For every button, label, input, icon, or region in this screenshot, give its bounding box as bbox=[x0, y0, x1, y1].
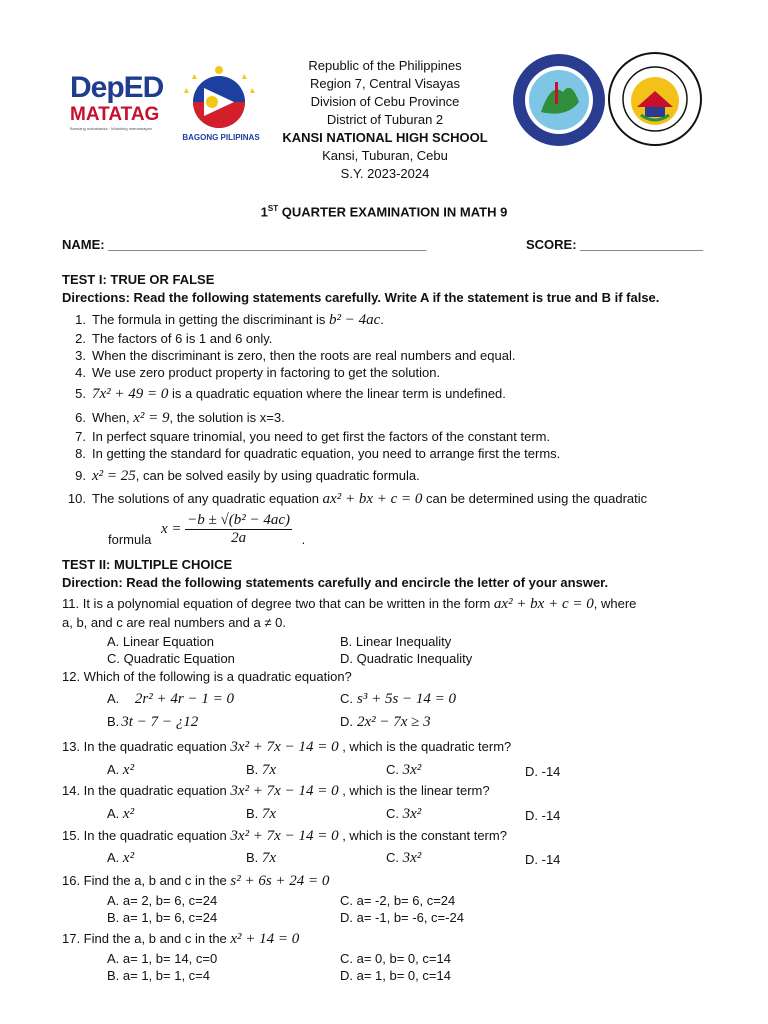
question-math: 3x² + 7x − 14 = 0 bbox=[230, 739, 339, 755]
q11-option-d[interactable]: D. Quadratic Inequality bbox=[340, 651, 473, 666]
item-number: 3. bbox=[75, 348, 86, 363]
option-math: 7x bbox=[261, 850, 277, 866]
question-math: 3x² + 7x − 14 = 0 bbox=[230, 828, 339, 844]
option-math: x² bbox=[122, 762, 135, 778]
item-text: When the discriminant is zero, then the roots are real numbers and equal. bbox=[92, 348, 516, 363]
item-math: 7x² + 49 = 0 bbox=[92, 386, 169, 402]
mc-question-11-line2: a, b, and c are real numbers and a ≠ 0. bbox=[62, 615, 286, 630]
quadratic-formula bbox=[108, 510, 305, 547]
deped-logo-text: DepED bbox=[70, 71, 164, 104]
tf-item-5 bbox=[62, 385, 506, 403]
school-header bbox=[250, 57, 520, 183]
q17-option-d[interactable]: D. a= 1, b= 0, c=14 bbox=[340, 968, 451, 983]
q11-option-a[interactable]: A. Linear Equation bbox=[107, 634, 214, 649]
formula-denominator: 2a bbox=[231, 530, 247, 546]
mc-question-12: 12. Which of the following is a quadratic equation? bbox=[62, 669, 352, 684]
mc-question-11 bbox=[62, 595, 636, 613]
item-text-end: can be determined using the quadratic bbox=[422, 491, 648, 506]
deped-tagline: Bansang makabansa · Mabuting mamamayan bbox=[70, 126, 152, 131]
q17-option-a[interactable]: A. a= 1, b= 14, c=0 bbox=[107, 951, 218, 966]
item-text: is a quadratic equation where the linear term is undefined. bbox=[168, 386, 506, 401]
division-seal-icon bbox=[511, 52, 607, 148]
tf-item-8 bbox=[62, 445, 560, 462]
item-math: x² = 9 bbox=[133, 410, 170, 426]
q14-option-d[interactable]: D. -14 bbox=[525, 808, 561, 823]
option-math: x² bbox=[122, 850, 135, 866]
division-seal bbox=[511, 52, 607, 148]
option-math: x² bbox=[122, 806, 135, 822]
exam-title-number: 1 bbox=[260, 204, 268, 220]
name-field[interactable]: NAME: ____________________________________________ bbox=[62, 237, 427, 252]
question-math: ax² + bx + c = 0 bbox=[493, 596, 594, 612]
option-math: 2x² − 7x ≥ 3 bbox=[357, 714, 431, 730]
q12-option-d[interactable] bbox=[340, 713, 431, 731]
tf-item-9 bbox=[62, 467, 420, 485]
header-school-name: KANSI NATIONAL HIGH SCHOOL bbox=[282, 130, 488, 145]
item-math: ax² + bx + c = 0 bbox=[322, 491, 423, 507]
q14-option-b[interactable] bbox=[246, 805, 276, 823]
mc-question-13 bbox=[62, 738, 511, 756]
option-math: 3x² bbox=[402, 850, 422, 866]
exam-title-superscript: ST bbox=[267, 204, 279, 213]
mc-question-15 bbox=[62, 827, 507, 845]
tf-item-10 bbox=[62, 490, 647, 508]
question-text-end: , where bbox=[593, 596, 637, 611]
question-math: s² + 6s + 24 = 0 bbox=[230, 873, 330, 889]
item-text-end: . bbox=[380, 312, 384, 327]
bagong-pilipinas-text: BAGONG PILIPINAS bbox=[182, 133, 260, 142]
option-letter: A. bbox=[107, 850, 120, 865]
option-math: 7x bbox=[261, 806, 277, 822]
item-number: 6. bbox=[75, 410, 86, 425]
header-address: Kansi, Tuburan, Cebu bbox=[322, 148, 448, 163]
item-text: , can be solved easily by using quadratic formula. bbox=[135, 468, 420, 483]
question-text: 11. It is a polynomial equation of degree two that can be written in the form bbox=[62, 596, 494, 611]
option-math: 2r² + 4r − 1 = 0 bbox=[134, 691, 234, 707]
q13-option-d[interactable]: D. -14 bbox=[525, 764, 561, 779]
option-math: 3x² bbox=[402, 806, 422, 822]
item-text: The solutions of any quadratic equation bbox=[92, 491, 323, 506]
tf-item-4 bbox=[62, 364, 440, 381]
mc-question-16 bbox=[62, 872, 329, 890]
item-math: x² = 25 bbox=[92, 468, 136, 484]
item-number: 2. bbox=[75, 331, 86, 346]
option-letter: C. bbox=[340, 691, 353, 706]
formula-end: . bbox=[301, 532, 306, 547]
q13-option-b[interactable] bbox=[246, 761, 276, 779]
question-text: 17. Find the a, b and c in the bbox=[62, 931, 231, 946]
item-number: 1. bbox=[75, 312, 86, 327]
test2-title: TEST II: MULTIPLE CHOICE bbox=[62, 557, 233, 572]
q15-option-a[interactable] bbox=[107, 849, 134, 867]
item-number: 8. bbox=[75, 446, 86, 461]
option-math: 3x² bbox=[402, 762, 422, 778]
question-text: 13. In the quadratic equation bbox=[62, 739, 231, 754]
q14-option-c[interactable] bbox=[386, 805, 421, 823]
deped-logo bbox=[70, 72, 170, 152]
formula-numerator: −b ± √(b² − 4ac) bbox=[187, 512, 290, 528]
item-text: The factors of 6 is 1 and 6 only. bbox=[92, 331, 273, 346]
q17-option-b[interactable]: B. a= 1, b= 1, c=4 bbox=[107, 968, 210, 983]
q11-option-b[interactable]: B. Linear Inequality bbox=[340, 634, 452, 649]
option-math: s³ + 5s − 14 = 0 bbox=[357, 691, 457, 707]
mc-question-17 bbox=[62, 930, 299, 948]
q11-option-c[interactable]: C. Quadratic Equation bbox=[107, 651, 235, 666]
q17-option-c[interactable]: C. a= 0, b= 0, c=14 bbox=[340, 951, 451, 966]
q15-option-d[interactable]: D. -14 bbox=[525, 852, 561, 867]
exam-title bbox=[0, 200, 768, 220]
option-letter: B. bbox=[246, 850, 259, 865]
exam-title-text: QUARTER EXAMINATION IN MATH 9 bbox=[278, 204, 508, 220]
test1-title: TEST I: TRUE OR FALSE bbox=[62, 272, 215, 287]
question-text: 16. Find the a, b and c in the bbox=[62, 873, 231, 888]
score-field[interactable]: SCORE: _________________ bbox=[526, 237, 704, 252]
option-letter: C. bbox=[386, 806, 399, 821]
item-math: b² − 4ac bbox=[329, 312, 381, 328]
tf-item-1 bbox=[62, 311, 384, 329]
matatag-logo-text: MATATAG bbox=[70, 104, 160, 125]
item-number: 4. bbox=[75, 365, 86, 380]
header-district: District of Tuburan 2 bbox=[326, 112, 444, 127]
q15-option-b[interactable] bbox=[246, 849, 276, 867]
question-math: x² + 14 = 0 bbox=[230, 931, 300, 947]
item-number: 7. bbox=[75, 429, 86, 444]
header-republic: Republic of the Philippines bbox=[308, 58, 462, 73]
formula-lhs: x = bbox=[160, 521, 182, 537]
item-text: We use zero product property in factoring to get the solution. bbox=[92, 365, 441, 380]
option-math: 3t − 7 − ¿12 bbox=[121, 714, 199, 730]
q13-option-c[interactable] bbox=[386, 761, 421, 779]
q16-option-a[interactable]: A. a= 2, b= 6, c=24 bbox=[107, 893, 218, 908]
tf-item-2 bbox=[62, 330, 272, 347]
mc-question-14 bbox=[62, 782, 490, 800]
question-math: 3x² + 7x − 14 = 0 bbox=[230, 783, 339, 799]
header-division: Division of Cebu Province bbox=[310, 94, 460, 109]
tf-item-6 bbox=[62, 409, 285, 427]
q12-option-a[interactable] bbox=[107, 690, 234, 708]
option-letter: A. bbox=[107, 806, 120, 821]
item-text: The formula in getting the discriminant is bbox=[92, 312, 329, 327]
question-text-end: , which is the linear term? bbox=[338, 783, 490, 798]
question-text-end: , which is the quadratic term? bbox=[338, 739, 512, 754]
question-text: 15. In the quadratic equation bbox=[62, 828, 231, 843]
q12-option-b[interactable] bbox=[107, 713, 198, 731]
option-letter: A. bbox=[107, 762, 120, 777]
item-text: In perfect square trinomial, you need to get first the factors of the constant term. bbox=[92, 429, 551, 444]
item-text-end: , the solution is x=3. bbox=[169, 410, 285, 425]
option-letter: B. bbox=[246, 762, 259, 777]
item-number: 10. bbox=[67, 491, 86, 506]
item-text: When, bbox=[92, 410, 134, 425]
item-number: 5. bbox=[75, 386, 86, 401]
option-letter: B. bbox=[107, 714, 120, 729]
header-region: Region 7, Central Visayas bbox=[309, 76, 461, 91]
question-text-end: , which is the constant term? bbox=[338, 828, 507, 843]
q15-option-c[interactable] bbox=[386, 849, 421, 867]
option-letter: A. bbox=[107, 691, 120, 706]
option-letter: D. bbox=[340, 714, 353, 729]
q13-option-a[interactable] bbox=[107, 761, 134, 779]
q16-option-b[interactable]: B. a= 1, b= 6, c=24 bbox=[107, 910, 218, 925]
header-school-year: S.Y. 2023-2024 bbox=[340, 166, 430, 181]
school-seal-icon bbox=[607, 51, 703, 147]
q16-option-d[interactable]: D. a= -1, b= -6, c=-24 bbox=[340, 910, 464, 925]
formula-label: formula bbox=[108, 532, 152, 547]
question-text: 14. In the quadratic equation bbox=[62, 783, 231, 798]
tf-item-7 bbox=[62, 428, 550, 445]
school-seal bbox=[607, 51, 703, 147]
tf-item-3 bbox=[62, 347, 515, 364]
formula-fraction bbox=[185, 512, 292, 547]
q14-option-a[interactable] bbox=[107, 805, 134, 823]
q12-option-c[interactable] bbox=[340, 690, 456, 708]
q16-option-c[interactable]: C. a= -2, b= 6, c=24 bbox=[340, 893, 456, 908]
option-letter: C. bbox=[386, 850, 399, 865]
option-letter: B. bbox=[246, 806, 259, 821]
option-math: 7x bbox=[261, 762, 277, 778]
item-number: 9. bbox=[75, 468, 86, 483]
test2-directions: Direction: Read the following statements carefully and encircle the letter of your answer. bbox=[62, 575, 609, 590]
test1-directions: Directions: Read the following statements carefully. Write A if the statement is true and B if false. bbox=[62, 290, 660, 305]
option-letter: C. bbox=[386, 762, 399, 777]
item-text: In getting the standard for quadratic equation, you need to arrange first the terms. bbox=[92, 446, 561, 461]
